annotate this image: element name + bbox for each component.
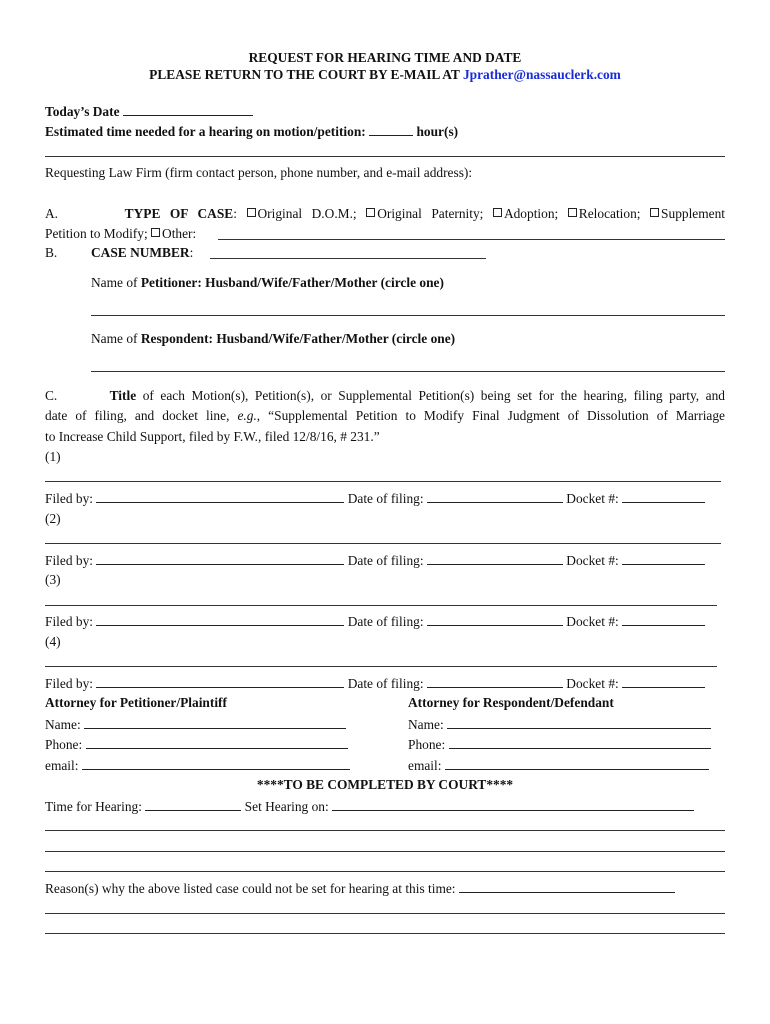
case-number-heading: CASE NUMBER	[91, 245, 190, 260]
date-of-filing-label: Date of filing:	[347, 491, 424, 506]
case-type-colon: :	[233, 206, 237, 221]
section-c-instructions-2b: , “Supplemental Petition to Modify Final Judgment of Dissolution of Marriage	[256, 408, 725, 423]
filed-by-field[interactable]	[96, 553, 344, 565]
estimated-hours-field[interactable]	[369, 124, 413, 136]
date-of-filing-field[interactable]	[427, 676, 563, 688]
petitioner-attorney-heading: Attorney for Petitioner/Plaintiff	[45, 695, 227, 710]
estimated-time-label: Estimated time needed for a hearing on motion/petition:	[45, 124, 366, 139]
docket-label: Docket #:	[566, 614, 619, 629]
docket-label: Docket #:	[566, 553, 619, 568]
todays-date-row	[45, 104, 253, 118]
time-for-hearing-label: Time for Hearing:	[45, 799, 142, 814]
entry-title-field[interactable]	[45, 543, 721, 544]
case-number-colon: :	[189, 245, 194, 260]
filed-by-field[interactable]	[96, 614, 344, 626]
filed-by-row	[45, 491, 705, 505]
petitioner-label: Petitioner	[140, 275, 198, 290]
filed-by-row	[45, 553, 705, 567]
case-number-row	[45, 246, 57, 259]
respondent-attorney-email-field[interactable]	[445, 758, 709, 770]
case-type-line2	[45, 227, 196, 240]
checkbox-other[interactable]	[151, 228, 160, 237]
docket-field[interactable]	[622, 614, 705, 626]
set-hearing-on-label: Set Hearing on:	[244, 799, 329, 814]
section-a-marker: A.	[45, 206, 59, 221]
respondent-attorney-phone-row	[408, 737, 711, 751]
respondent-attorney-heading: Attorney for Respondent/Defendant	[408, 695, 614, 710]
petitioner-circle-one: : Husband/Wife/Father/Mother (circle one)	[197, 275, 444, 290]
entry-title-field[interactable]	[45, 666, 717, 667]
entry-number: (4)	[45, 634, 61, 649]
checkbox-original-paternity[interactable]	[366, 208, 375, 217]
option-other: Other:	[162, 226, 197, 241]
firm-top-line[interactable]	[45, 156, 725, 157]
respondent-prefix: Name of	[91, 331, 141, 346]
case-type-heading: TYPE OF CASE	[124, 206, 234, 221]
filed-by-row	[45, 676, 705, 690]
respondent-attorney-name-row	[408, 717, 711, 731]
reasons-label: Reason(s) why the above listed case could not be set for hearing at this time:	[45, 881, 456, 896]
entry-number: (3)	[45, 572, 61, 587]
date-of-filing-field[interactable]	[427, 491, 563, 503]
reasons-line[interactable]	[45, 933, 725, 934]
petitioner-attorney-name-field[interactable]	[84, 717, 346, 729]
section-c-line2	[45, 409, 725, 422]
todays-date-label: Today’s Date	[45, 104, 120, 119]
other-case-type-field[interactable]	[218, 239, 725, 240]
filed-by-row	[45, 614, 705, 628]
respondent-label-row	[91, 332, 455, 345]
docket-field[interactable]	[622, 553, 705, 565]
docket-label: Docket #:	[566, 491, 619, 506]
entry-title-field[interactable]	[45, 481, 721, 482]
petitioner-attorney-email-row	[45, 758, 350, 772]
date-of-filing-field[interactable]	[427, 553, 563, 565]
checkbox-relocation[interactable]	[568, 208, 577, 217]
date-of-filing-label: Date of filing:	[347, 614, 424, 629]
court-email-link[interactable]: Jprather@nassauclerk.com	[462, 67, 621, 82]
name-label: Name:	[45, 717, 81, 732]
petitioner-attorney-phone-row	[45, 737, 348, 751]
form-title: REQUEST FOR HEARING TIME AND DATE	[248, 50, 522, 65]
checkbox-original-dom[interactable]	[247, 208, 256, 217]
case-number-label-row	[91, 246, 193, 259]
petitioner-label-row	[91, 276, 444, 289]
reasons-row	[45, 881, 675, 895]
return-instruction-text: PLEASE RETURN TO THE COURT BY E-MAIL AT	[149, 67, 463, 82]
petitioner-attorney-name-row	[45, 717, 346, 731]
section-b-marker: B.	[45, 245, 58, 260]
case-number-field[interactable]	[210, 258, 486, 259]
entry-number: (2)	[45, 511, 61, 526]
date-of-filing-label: Date of filing:	[347, 553, 424, 568]
respondent-attorney-email-row	[408, 758, 709, 772]
section-c-instructions-1: of each Motion(s), Petition(s), or Supplemental Petition(s) being set for the hearing, filing party, and	[142, 388, 725, 403]
court-notes-line[interactable]	[45, 830, 725, 831]
hearing-time-row	[45, 799, 694, 813]
filed-by-label: Filed by:	[45, 614, 93, 629]
respondent-label: Respondent: Husband/Wife/Father/Mother (circle one)	[140, 331, 456, 346]
time-for-hearing-field[interactable]	[145, 799, 241, 811]
petitioner-prefix: Name of	[91, 275, 141, 290]
todays-date-field[interactable]	[123, 104, 253, 116]
option-original-dom: Original D.O.M.;	[257, 206, 357, 221]
docket-field[interactable]	[622, 491, 705, 503]
filed-by-label: Filed by:	[45, 676, 93, 691]
date-of-filing-label: Date of filing:	[347, 676, 424, 691]
option-supplement: Supplement	[661, 206, 726, 221]
section-c-line3: to Increase Child Support, filed by F.W., filed 12/8/16, # 231.”	[45, 429, 380, 444]
case-type-row	[45, 207, 725, 220]
filed-by-label: Filed by:	[45, 553, 93, 568]
phone-label: Phone:	[45, 737, 83, 752]
date-of-filing-field[interactable]	[427, 614, 563, 626]
reasons-field[interactable]	[459, 881, 675, 893]
name-label: Name:	[408, 717, 444, 732]
court-notes-line[interactable]	[45, 851, 725, 852]
docket-field[interactable]	[622, 676, 705, 688]
court-section-heading: ****TO BE COMPLETED BY COURT****	[256, 777, 514, 792]
filed-by-label: Filed by:	[45, 491, 93, 506]
section-c-line1	[45, 389, 725, 402]
docket-label: Docket #:	[566, 676, 619, 691]
filed-by-field[interactable]	[96, 676, 344, 688]
email-label: email:	[45, 758, 79, 773]
return-instruction	[0, 68, 770, 81]
option-relocation: Relocation;	[578, 206, 641, 221]
petitioner-name-field[interactable]	[91, 315, 725, 316]
respondent-name-field[interactable]	[91, 371, 725, 372]
entry-number: (1)	[45, 449, 61, 464]
set-hearing-on-field[interactable]	[332, 799, 694, 811]
phone-label: Phone:	[408, 737, 446, 752]
option-original-paternity: Original Paternity;	[377, 206, 484, 221]
requesting-firm-label: Requesting Law Firm (firm contact person, phone number, and e-mail address):	[45, 165, 473, 180]
title-heading: Title	[109, 388, 137, 403]
estimated-time-row	[45, 124, 458, 138]
hours-label: hour(s)	[416, 124, 459, 139]
respondent-attorney-phone-field[interactable]	[449, 737, 711, 749]
section-c-marker: C.	[45, 388, 58, 403]
eg-text: e.g.	[237, 408, 257, 423]
petitioner-attorney-email-field[interactable]	[82, 758, 350, 770]
option-petition-to-modify: Petition to Modify;	[45, 226, 148, 241]
checkbox-adoption[interactable]	[493, 208, 502, 217]
respondent-attorney-name-field[interactable]	[447, 717, 711, 729]
option-adoption: Adoption;	[503, 206, 559, 221]
section-c-instructions-2a: date of filing, and docket line,	[45, 408, 238, 423]
checkbox-supplement[interactable]	[650, 208, 659, 217]
entry-title-field[interactable]	[45, 605, 717, 606]
court-notes-line[interactable]	[45, 871, 725, 872]
reasons-line[interactable]	[45, 913, 725, 914]
petitioner-attorney-phone-field[interactable]	[86, 737, 348, 749]
filed-by-field[interactable]	[96, 491, 344, 503]
email-label: email:	[408, 758, 442, 773]
